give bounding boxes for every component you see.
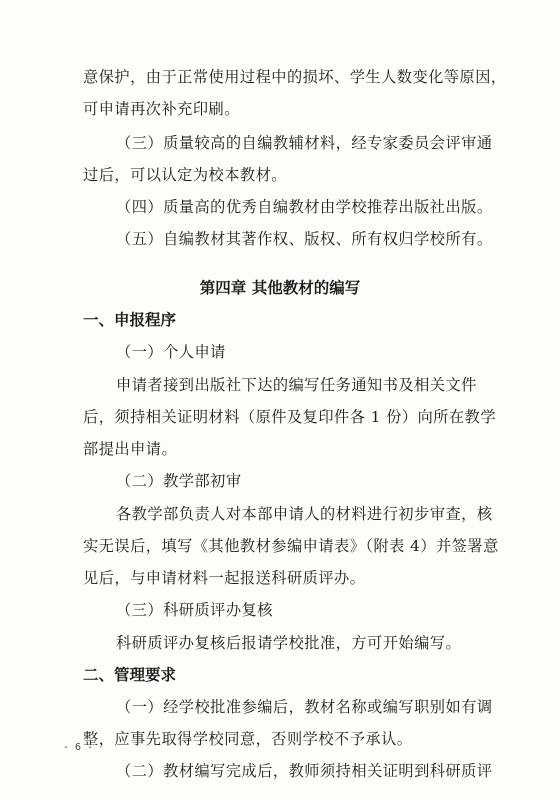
text-line: 过后，可以认定为校本教材。 <box>83 166 287 184</box>
text-line: （五）自编教材其著作权、版权、所有权归学校所有。 <box>116 230 493 248</box>
subsection-heading: （一）个人申请 <box>116 343 226 361</box>
section-heading: 二、管理要求 <box>83 666 177 684</box>
section-heading: 一、申报程序 <box>83 311 177 329</box>
text-line: 后，须持相关证明材料（原件及复印件各 1 份）向所在教学 <box>83 408 497 426</box>
text-line: 整，应事先取得学校同意，否则学校不予承认。 <box>83 730 413 748</box>
chapter-title: 第四章 其他教材的编写 <box>199 279 361 297</box>
text-line: 实无误后，填写《其他教材参编申请表》（附表 4）并签署意 <box>83 537 499 555</box>
text-line: 科研质评办复核后报请学校批准，方可开始编写。 <box>116 634 462 652</box>
text-line: （三）质量较高的自编教辅材料，经专家委员会评审通 <box>116 134 493 152</box>
subsection-heading: （三）科研质评办复核 <box>116 601 273 619</box>
subsection-heading: （二）教学部初审 <box>116 472 242 490</box>
text-line: 申请者接到出版社下达的编写任务通知书及相关文件 <box>116 376 477 394</box>
text-line: 见后，与申请材料一起报送科研质评办。 <box>83 569 366 587</box>
page-number: - 6 - <box>63 742 94 753</box>
text-line: 可申请再次补充印刷。 <box>83 100 240 118</box>
text-line: （四）质量高的优秀自编教材由学校推荐出版社出版。 <box>116 198 493 216</box>
text-line: （二）教材编写完成后，教师须持相关证明到科研质评 <box>116 762 493 780</box>
text-line: 意保护，由于正常使用过程中的损坏、学生人数变化等原因， <box>83 68 507 86</box>
text-line: 部提出申请。 <box>83 440 178 458</box>
text-line: 各教学部负责人对本部申请人的材料进行初步审查，核 <box>116 505 493 523</box>
text-line: （一）经学校批准参编后，教材名称或编写职别如有调 <box>116 698 493 716</box>
